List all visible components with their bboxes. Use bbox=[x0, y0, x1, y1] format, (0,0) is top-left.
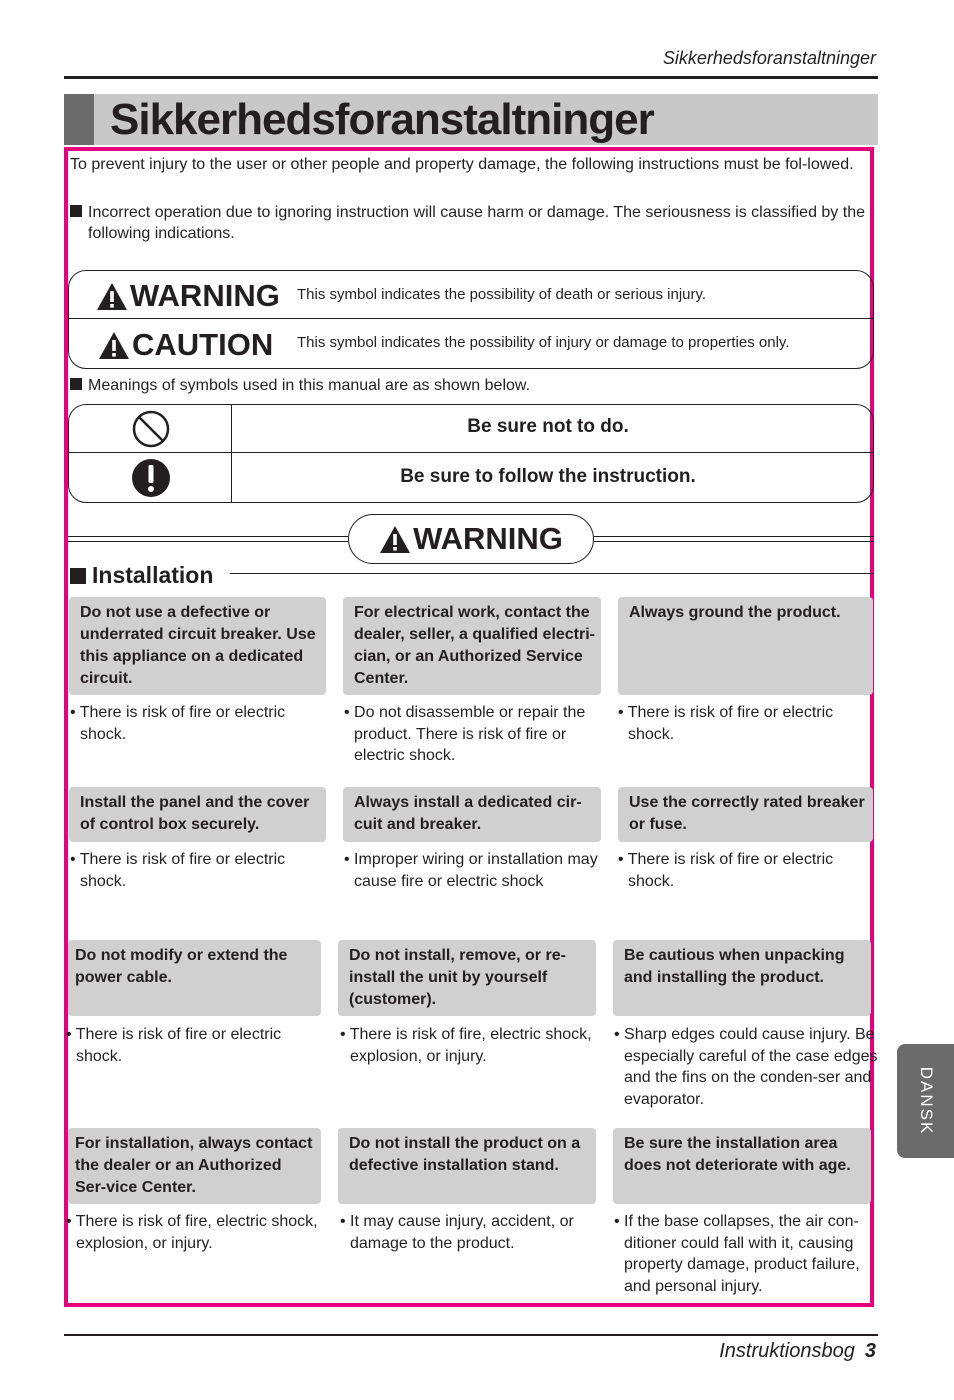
banner-rule bbox=[68, 536, 348, 537]
square-bullet-icon bbox=[70, 568, 86, 584]
instruction-heading: Do not modify or extend the power cable. bbox=[68, 940, 321, 1016]
instruction-heading: Use the correctly rated breaker or fuse. bbox=[618, 787, 873, 842]
instruction-heading: Do not install, remove, or re-install the unit by yourself (customer). bbox=[338, 940, 596, 1016]
caution-description: This symbol indicates the possibility of injury or damage to properties only. bbox=[297, 334, 790, 351]
intro-bullet-text: Incorrect operation due to ignoring instruction will cause harm or damage. The seriousness is classified by the following indications. bbox=[88, 204, 865, 242]
prohibition-icon bbox=[131, 409, 171, 449]
meanings-intro-text: Meanings of symbols used in this manual are as shown below. bbox=[88, 377, 531, 394]
banner-rule bbox=[594, 536, 874, 537]
instruction-detail: • It may cause injury, accident, or damage to the product. bbox=[340, 1213, 574, 1252]
warning-signal bbox=[96, 276, 280, 316]
intro-bullet bbox=[70, 202, 888, 244]
instruction-detail: • There is risk of fire, electric shock, explosion, or injury. bbox=[340, 1026, 592, 1065]
warning-label: WARNING bbox=[130, 278, 280, 313]
table-divider bbox=[68, 452, 874, 453]
instruction-heading: For electrical work, contact the dealer, seller, a qualified electri-cian, or an Authorized Service Center. bbox=[343, 597, 601, 695]
instruction-detail: • There is risk of fire or electric shock. bbox=[618, 851, 834, 890]
instruction-detail: • There is risk of fire or electric shock. bbox=[70, 851, 286, 890]
page-title: Sikkerhedsforanstaltninger bbox=[110, 95, 654, 144]
warning-description: This symbol indicates the possibility of death or serious injury. bbox=[297, 286, 707, 303]
instruction-heading: Install the panel and the cover of control box securely. bbox=[69, 787, 326, 842]
instruction-detail: • Improper wiring or installation may cause fire or electric shock bbox=[344, 851, 598, 890]
warning-triangle-icon bbox=[96, 282, 128, 311]
section-heading-text: Installation bbox=[92, 562, 214, 588]
language-tab-label: DANSK bbox=[916, 1066, 936, 1136]
top-rule bbox=[64, 76, 878, 79]
meaning-prohibition-text: Be sure not to do. bbox=[467, 416, 629, 437]
instruction-detail: • There is risk of fire or electric shock. bbox=[70, 704, 286, 743]
instruction-heading: Always install a dedicated cir-cuit and breaker. bbox=[343, 787, 601, 842]
meaning-mandatory-text: Be sure to follow the instruction. bbox=[400, 466, 696, 487]
instruction-heading: Always ground the product. bbox=[618, 597, 873, 695]
square-bullet-icon bbox=[70, 205, 82, 217]
section-rule bbox=[230, 573, 874, 574]
language-tab bbox=[897, 1044, 954, 1158]
bottom-rule bbox=[64, 1334, 878, 1336]
warning-triangle-icon bbox=[379, 525, 411, 554]
instruction-heading: For installation, always contact the dealer or an Authorized Ser-vice Center. bbox=[68, 1128, 321, 1204]
page-number: 3 bbox=[864, 1340, 876, 1362]
square-bullet-icon bbox=[70, 378, 82, 390]
warning-banner-label: WARNING bbox=[413, 521, 563, 556]
intro-text: To prevent injury to the user or other people and property damage, the following instructions must be fol-lowed. bbox=[70, 156, 854, 173]
footer-label: Instruktionsbog bbox=[719, 1340, 855, 1362]
caution-label: CAUTION bbox=[132, 327, 274, 362]
page-footer bbox=[500, 1340, 876, 1363]
instruction-heading: Be sure the installation area does not deteriorate with age. bbox=[613, 1128, 871, 1204]
instruction-detail: • If the base collapses, the air con-ditioner could fall with it, causing property damage, product failure, and personal injury. bbox=[614, 1213, 860, 1295]
caution-triangle-icon bbox=[98, 331, 130, 360]
section-heading bbox=[70, 562, 221, 589]
instruction-detail: • There is risk of fire or electric shock. bbox=[66, 1026, 282, 1065]
signal-word-divider bbox=[68, 318, 874, 319]
mandatory-icon bbox=[131, 458, 171, 498]
banner-rule bbox=[594, 541, 874, 542]
instruction-detail: • There is risk of fire or electric shock. bbox=[618, 704, 834, 743]
instruction-detail: • Sharp edges could cause injury. Be especially careful of the case edges and the fins on the conden-ser and evaporator. bbox=[614, 1026, 878, 1108]
instruction-detail: • There is risk of fire, electric shock, explosion, or injury. bbox=[66, 1213, 318, 1252]
running-head: Sikkerhedsforanstaltninger bbox=[662, 48, 876, 68]
title-accent-block bbox=[64, 94, 94, 145]
instruction-heading: Do not install the product on a defective installation stand. bbox=[338, 1128, 596, 1204]
instruction-heading: Do not use a defective or underrated circuit breaker. Use this appliance on a dedicated circuit. bbox=[69, 597, 326, 695]
meanings-intro bbox=[70, 375, 870, 396]
caution-signal bbox=[98, 325, 273, 365]
instruction-detail: • Do not disassemble or repair the product. There is risk of fire or electric shock. bbox=[344, 704, 586, 764]
instruction-heading: Be cautious when unpacking and installing the product. bbox=[613, 940, 871, 1016]
warning-banner bbox=[348, 514, 594, 564]
banner-rule bbox=[68, 541, 348, 542]
